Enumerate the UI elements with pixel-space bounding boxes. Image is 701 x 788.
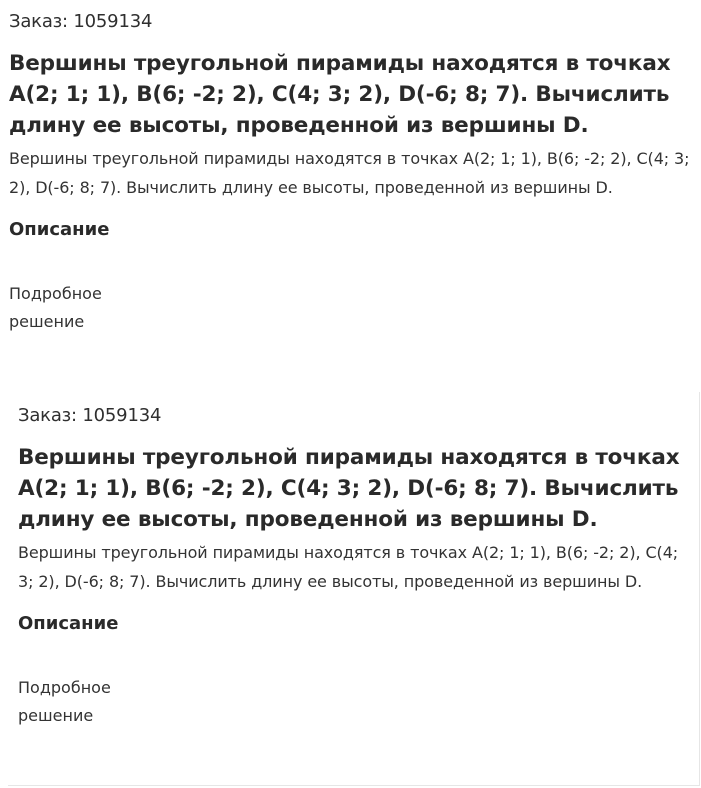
description-heading: Описание [18, 613, 119, 634]
order-card-top [0, 0, 701, 336]
problem-description: Вершины треугольной пирамиды находятся в точках A(2; 1; 1), B(6; -2; 2), C(4; 3; 2), D(-6; 8; 7). Вычислить длину ее высоты, проведенной из вершины D. [18, 543, 679, 591]
detailed-solution-link[interactable]: Подробное решение [18, 678, 111, 725]
order-number: Заказ: 1059134 [9, 11, 153, 32]
problem-title: Вершины треугольной пирамиды находятся в точках A(2; 1; 1), B(6; -2; 2), C(4; 3; 2), D(-6; 8; 7). Вычислить длину ее высоты, проведенной из вершины D. [18, 445, 680, 532]
description-heading: Описание [9, 219, 110, 240]
order-number: Заказ: 1059134 [18, 405, 162, 426]
order-card-bottom [8, 392, 700, 786]
problem-description: Вершины треугольной пирамиды находятся в точках A(2; 1; 1), B(6; -2; 2), C(4; 3; 2), D(-6; 8; 7). Вычислить длину ее высоты, проведенной из вершины D. [9, 149, 690, 197]
problem-title: Вершины треугольной пирамиды находятся в точках A(2; 1; 1), B(6; -2; 2), C(4; 3; 2), D(-6; 8; 7). Вычислить длину ее высоты, проведенной из вершины D. [9, 51, 671, 138]
detailed-solution-link[interactable]: Подробное решение [9, 284, 102, 331]
